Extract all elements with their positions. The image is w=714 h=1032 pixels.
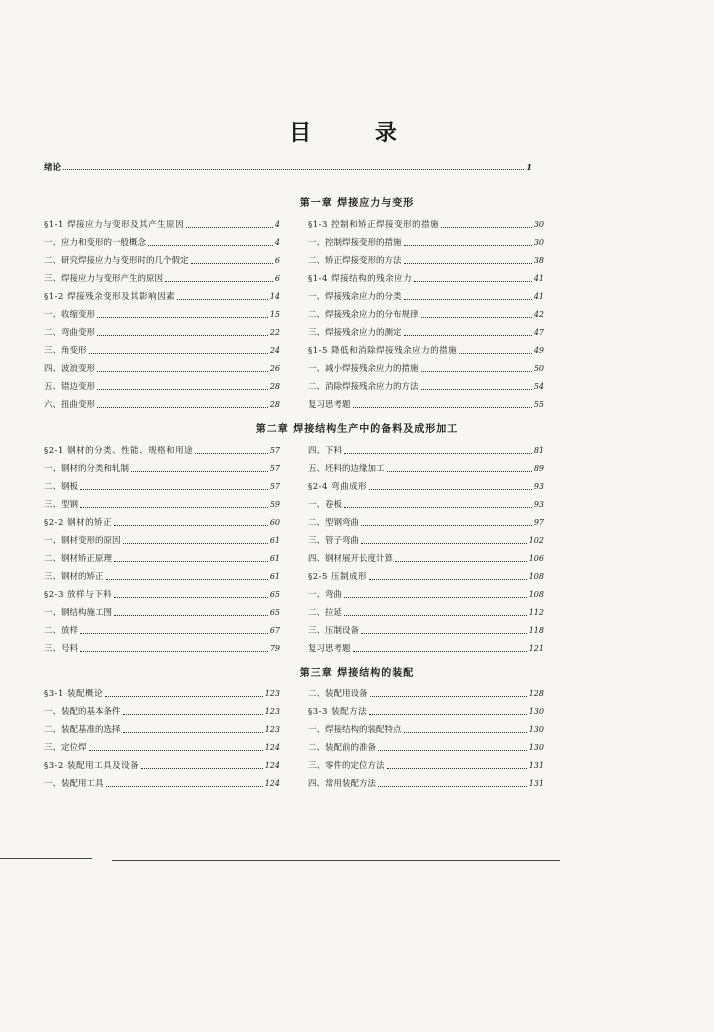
toc-entry-text: 三、型钢	[44, 500, 79, 510]
toc-entry[interactable]	[44, 252, 280, 270]
toc-entry-text: 三、焊接残余应力的测定	[308, 328, 402, 338]
toc-entry-text: 一、减小焊接残余应力的措施	[308, 364, 419, 374]
toc-entry[interactable]	[308, 514, 544, 532]
dot-leader	[114, 525, 268, 526]
toc-entry[interactable]	[44, 739, 280, 757]
toc-entry[interactable]	[308, 252, 544, 270]
toc-section-entry[interactable]	[44, 757, 280, 775]
dot-leader	[361, 543, 527, 544]
chapter-1-heading: 第一章 焊接应力与变形	[299, 198, 415, 209]
toc-entry-text: 二、消除焊接残余应力的方法	[308, 382, 419, 392]
toc-entry-text: 六、扭曲变形	[44, 400, 96, 410]
dot-leader	[459, 353, 532, 354]
toc-entry[interactable]	[308, 496, 544, 514]
toc-entry-page: 131	[528, 779, 544, 788]
dot-leader	[404, 732, 527, 733]
toc-entry-page: 57	[269, 446, 280, 455]
dot-leader	[191, 263, 273, 264]
toc-entry[interactable]	[308, 360, 544, 378]
toc-entry[interactable]	[44, 775, 280, 793]
dot-leader	[177, 299, 268, 300]
toc-entry-page: 50	[533, 364, 544, 373]
toc-entry-page: 61	[269, 536, 280, 545]
dot-leader	[141, 768, 263, 769]
toc-entry-text: 二、型钢弯曲	[308, 518, 360, 528]
scan-rule-bottom	[112, 860, 560, 861]
dot-leader	[369, 489, 532, 490]
toc-entry-text: §2-5 压制成形	[308, 572, 368, 582]
toc-entry-text: 一、装配的基本条件	[44, 707, 121, 717]
toc-entry-page: 128	[528, 689, 544, 698]
toc-entry-text: 绪论	[44, 163, 62, 173]
toc-entry-page: 97	[533, 518, 544, 527]
toc-entry-page: 131	[528, 761, 544, 770]
toc-entry-page: 30	[533, 220, 544, 229]
toc-entry-text: 一、收缩变形	[44, 310, 96, 320]
dot-leader	[404, 335, 532, 336]
toc-entry-page: 55	[533, 400, 544, 409]
chapter-2-right-column	[308, 442, 544, 658]
toc-entry-page: 118	[528, 626, 544, 635]
dot-leader	[344, 597, 527, 598]
toc-section-entry[interactable]	[308, 270, 544, 288]
toc-entry-page: 59	[269, 500, 280, 509]
toc-entry-page: 28	[269, 400, 280, 409]
toc-entry[interactable]	[44, 496, 280, 514]
toc-entry[interactable]	[308, 685, 544, 703]
toc-entry-page: 54	[533, 382, 544, 391]
toc-entry-text: §1-1 焊接应力与变形及其产生原因	[44, 220, 185, 230]
dot-leader	[361, 525, 532, 526]
dot-leader	[148, 245, 273, 246]
toc-entry-text: 三、定位焊	[44, 743, 87, 753]
chapter-3-heading: 第三章 焊接结构的装配	[299, 668, 415, 679]
toc-entry-text: 五、坯料的边缘加工	[308, 464, 385, 474]
toc-entry-text: 二、装配基准的选择	[44, 725, 121, 735]
toc-section-entry[interactable]	[44, 586, 280, 604]
toc-entry-text: 一、钢材的分类和轧制	[44, 464, 130, 474]
toc-entry-page: 49	[533, 346, 544, 355]
toc-entry-text: 三、焊接应力与变形产生的原因	[44, 274, 164, 284]
dot-leader	[63, 169, 524, 170]
toc-entry-page: 81	[533, 446, 544, 455]
toc-entry[interactable]	[44, 703, 280, 721]
dot-leader	[123, 714, 263, 715]
chapter-1-left-column	[44, 216, 280, 414]
dot-leader	[378, 786, 527, 787]
dot-leader	[378, 750, 527, 751]
toc-entry-text: 二、放样	[44, 626, 79, 636]
toc-entry-page: 123	[264, 725, 280, 734]
dot-leader	[131, 471, 268, 472]
toc-entry[interactable]	[44, 478, 280, 496]
toc-entry[interactable]	[308, 306, 544, 324]
toc-entry-text: §1-2 焊接残余变形及其影响因素	[44, 292, 176, 302]
dot-leader	[106, 786, 263, 787]
toc-entry[interactable]	[308, 442, 544, 460]
toc-entry-text: 二、装配前的准备	[308, 743, 377, 753]
toc-entry-page: 57	[269, 482, 280, 491]
toc-entry-page: 108	[528, 572, 544, 581]
dot-leader	[114, 561, 268, 562]
chapter-2-left-column	[44, 442, 280, 658]
toc-entry-page: 67	[269, 626, 280, 635]
toc-section-entry[interactable]	[44, 442, 280, 460]
dot-leader	[421, 371, 532, 372]
dot-leader	[80, 507, 268, 508]
toc-entry[interactable]	[44, 622, 280, 640]
dot-leader	[89, 750, 263, 751]
toc-entry-text: 二、钢板	[44, 482, 79, 492]
toc-entry-page: 24	[269, 346, 280, 355]
dot-leader	[344, 615, 527, 616]
toc-section-entry[interactable]	[308, 216, 544, 234]
toc-entry-text: 三、角变形	[44, 346, 87, 356]
toc-entry-text: 二、拉延	[308, 608, 343, 618]
toc-entry-text: 五、错边变形	[44, 382, 96, 392]
dot-leader	[441, 227, 532, 228]
dot-leader	[123, 543, 268, 544]
dot-leader	[361, 633, 527, 634]
toc-entry-page: 124	[264, 761, 280, 770]
toc-entry[interactable]	[44, 270, 280, 288]
toc-entry-page: 102	[528, 536, 544, 545]
toc-section-entry[interactable]	[44, 514, 280, 532]
dot-leader	[97, 407, 268, 408]
dot-leader	[370, 696, 527, 697]
dot-leader	[421, 389, 532, 390]
dot-leader	[89, 353, 268, 354]
toc-entry-text: 一、控制焊接变形的措施	[308, 238, 402, 248]
toc-entry-page: 42	[533, 310, 544, 319]
dot-leader	[369, 714, 527, 715]
toc-entry[interactable]	[44, 342, 280, 360]
toc-entry-text: 二、装配用设备	[308, 689, 368, 699]
toc-entry-page: 4	[274, 238, 280, 247]
toc-entry-text: 二、焊接残余应力的分布规律	[308, 310, 419, 320]
toc-entry-intro[interactable]	[44, 158, 532, 176]
dot-leader	[80, 633, 268, 634]
toc-entry-page: 123	[264, 689, 280, 698]
dot-leader	[353, 407, 532, 408]
toc-entry[interactable]	[44, 460, 280, 478]
toc-entry-text: §1-4 焊接结构的残余应力	[308, 274, 413, 284]
toc-entry[interactable]	[308, 550, 544, 568]
dot-leader	[387, 768, 527, 769]
toc-entry-page: 47	[533, 328, 544, 337]
toc-entry[interactable]	[44, 396, 280, 414]
toc-entry-page: 6	[274, 256, 280, 265]
toc-entry-text: 一、钢结构施工图	[44, 608, 113, 618]
toc-entry-text: §2-1 钢材的分类、性能、规格和用途	[44, 446, 194, 456]
dot-leader	[387, 471, 532, 472]
toc-entry-page: 38	[533, 256, 544, 265]
toc-entry-page: 106	[528, 554, 544, 563]
chapter-3-right-column	[308, 685, 544, 793]
toc-entry-text: §2-2 钢材的矫正	[44, 518, 113, 528]
toc-entry-page: 124	[264, 743, 280, 752]
dot-leader	[404, 299, 532, 300]
toc-entry-page: 123	[264, 707, 280, 716]
toc-entry-page: 124	[264, 779, 280, 788]
dot-leader	[80, 651, 268, 652]
toc-entry-text: 一、弯曲	[308, 590, 343, 600]
toc-entry-text: §1-5 降低和消除焊接残余应力的措施	[308, 346, 458, 356]
toc-entry[interactable]	[44, 378, 280, 396]
toc-entry[interactable]	[308, 288, 544, 306]
dot-leader	[80, 489, 268, 490]
toc-entry-text: 二、研究焊接应力与变形时的几个假定	[44, 256, 189, 266]
toc-section-entry[interactable]	[44, 685, 280, 703]
dot-leader	[344, 453, 532, 454]
dot-leader	[106, 579, 268, 580]
toc-entry[interactable]	[308, 460, 544, 478]
toc-entry[interactable]	[308, 757, 544, 775]
toc-entry-page: 1	[526, 162, 532, 172]
toc-entry[interactable]	[44, 604, 280, 622]
toc-entry-text: 二、钢材矫正原理	[44, 554, 113, 564]
toc-entry[interactable]	[44, 234, 280, 252]
dot-leader	[123, 732, 263, 733]
toc-entry-page: 61	[269, 572, 280, 581]
toc-entry-page: 14	[269, 292, 280, 301]
toc-entry[interactable]	[44, 324, 280, 342]
toc-entry-page: 41	[533, 274, 544, 283]
toc-entry[interactable]	[44, 360, 280, 378]
toc-entry-text: §2-4 弯曲成形	[308, 482, 368, 492]
dot-leader	[105, 696, 263, 697]
dot-leader	[369, 579, 527, 580]
toc-entry[interactable]	[308, 775, 544, 793]
toc-entry-page: 93	[533, 500, 544, 509]
dot-leader	[186, 227, 273, 228]
toc-entry-page: 30	[533, 238, 544, 247]
toc-entry-text: 二、矫正焊接变形的方法	[308, 256, 402, 266]
toc-entry-text: 四、钢材展开长度计算	[308, 554, 394, 564]
dot-leader	[114, 597, 268, 598]
toc-entry[interactable]	[308, 640, 544, 658]
toc-entry-page: 130	[528, 743, 544, 752]
dot-leader	[97, 335, 268, 336]
dot-leader	[404, 263, 532, 264]
chapter-2-heading: 第二章 焊接结构生产中的备料及成形加工	[255, 424, 459, 435]
toc-entry[interactable]	[44, 532, 280, 550]
toc-entry-page: 65	[269, 590, 280, 599]
toc-entry-page: 26	[269, 364, 280, 373]
dot-leader	[404, 245, 532, 246]
toc-entry-page: 79	[269, 644, 280, 653]
toc-entry-page: 60	[269, 518, 280, 527]
dot-leader	[395, 561, 527, 562]
toc-entry-page: 15	[269, 310, 280, 319]
dot-leader	[344, 507, 532, 508]
dot-leader	[414, 281, 532, 282]
toc-entry-page: 121	[528, 644, 544, 653]
toc-entry-page: 93	[533, 482, 544, 491]
toc-entry-text: 三、号料	[44, 644, 79, 654]
dot-leader	[97, 371, 268, 372]
dot-leader	[97, 389, 268, 390]
toc-entry[interactable]	[44, 640, 280, 658]
toc-entry-text: 复习思考题	[308, 400, 351, 410]
toc-entry-text: 二、弯曲变形	[44, 328, 96, 338]
toc-entry-text: 三、钢材的矫正	[44, 572, 104, 582]
toc-entry[interactable]	[44, 550, 280, 568]
dot-leader	[421, 317, 532, 318]
toc-entry-page: 112	[528, 608, 544, 617]
toc-entry-text: 一、焊接结构的装配特点	[308, 725, 402, 735]
toc-entry-text: §3-1 装配概论	[44, 689, 104, 699]
toc-entry-text: 一、装配用工具	[44, 779, 104, 789]
toc-entry[interactable]	[308, 622, 544, 640]
toc-section-entry[interactable]	[44, 288, 280, 306]
dot-leader	[353, 651, 527, 652]
toc-entry-page: 41	[533, 292, 544, 301]
dot-leader	[195, 453, 268, 454]
toc-entry[interactable]	[308, 721, 544, 739]
toc-entry-page: 4	[274, 220, 280, 229]
toc-entry-page: 28	[269, 382, 280, 391]
toc-entry[interactable]	[308, 604, 544, 622]
toc-entry[interactable]	[308, 396, 544, 414]
toc-entry[interactable]	[44, 306, 280, 324]
toc-entry-text: 四、常用装配方法	[308, 779, 377, 789]
toc-entry-text: 一、钢材变形的原因	[44, 536, 121, 546]
toc-entry-page: 57	[269, 464, 280, 473]
toc-entry-page: 61	[269, 554, 280, 563]
toc-entry-text: §1-3 控制和矫正焊接变形的措施	[308, 220, 440, 230]
toc-entry-text: 三、零件的定位方法	[308, 761, 385, 771]
toc-entry-page: 22	[269, 328, 280, 337]
toc-entry-text: §2-3 放样与下料	[44, 590, 113, 600]
chapter-3-left-column	[44, 685, 280, 793]
dot-leader	[165, 281, 273, 282]
toc-entry-text: 四、波浪变形	[44, 364, 96, 374]
toc-section-entry[interactable]	[308, 568, 544, 586]
toc-entry-page: 65	[269, 608, 280, 617]
toc-section-entry[interactable]	[44, 216, 280, 234]
toc-entry-text: 一、应力和变形的一般概念	[44, 238, 147, 248]
toc-entry[interactable]	[308, 324, 544, 342]
toc-entry-text: §3-2 装配用工具及设备	[44, 761, 140, 771]
toc-entry-page: 108	[528, 590, 544, 599]
toc-section-entry[interactable]	[308, 342, 544, 360]
toc-entry[interactable]	[308, 739, 544, 757]
chapter-1-right-column	[308, 216, 544, 414]
toc-entry-text: 四、下料	[308, 446, 343, 456]
toc-entry[interactable]	[308, 234, 544, 252]
toc-entry[interactable]	[308, 586, 544, 604]
toc-section-entry[interactable]	[308, 703, 544, 721]
toc-entry-text: 一、焊接残余应力的分类	[308, 292, 402, 302]
toc-entry[interactable]	[44, 721, 280, 739]
toc-entry-text: 复习思考题	[308, 644, 351, 654]
dot-leader	[114, 615, 268, 616]
toc-entry[interactable]	[308, 378, 544, 396]
page-title: 目 录	[289, 121, 425, 146]
toc-entry[interactable]	[308, 532, 544, 550]
toc-entry-page: 130	[528, 707, 544, 716]
toc-entry-text: 一、卷板	[308, 500, 343, 510]
toc-entry-page: 130	[528, 725, 544, 734]
scan-rule-left	[0, 858, 92, 859]
toc-entry-page: 89	[533, 464, 544, 473]
toc-entry-page: 6	[274, 274, 280, 283]
toc-entry-text: 三、管子弯曲	[308, 536, 360, 546]
dot-leader	[97, 317, 268, 318]
toc-entry-text: 三、压制设备	[308, 626, 360, 636]
toc-entry-text: §3-3 装配方法	[308, 707, 368, 717]
toc-section-entry[interactable]	[308, 478, 544, 496]
toc-entry[interactable]	[44, 568, 280, 586]
